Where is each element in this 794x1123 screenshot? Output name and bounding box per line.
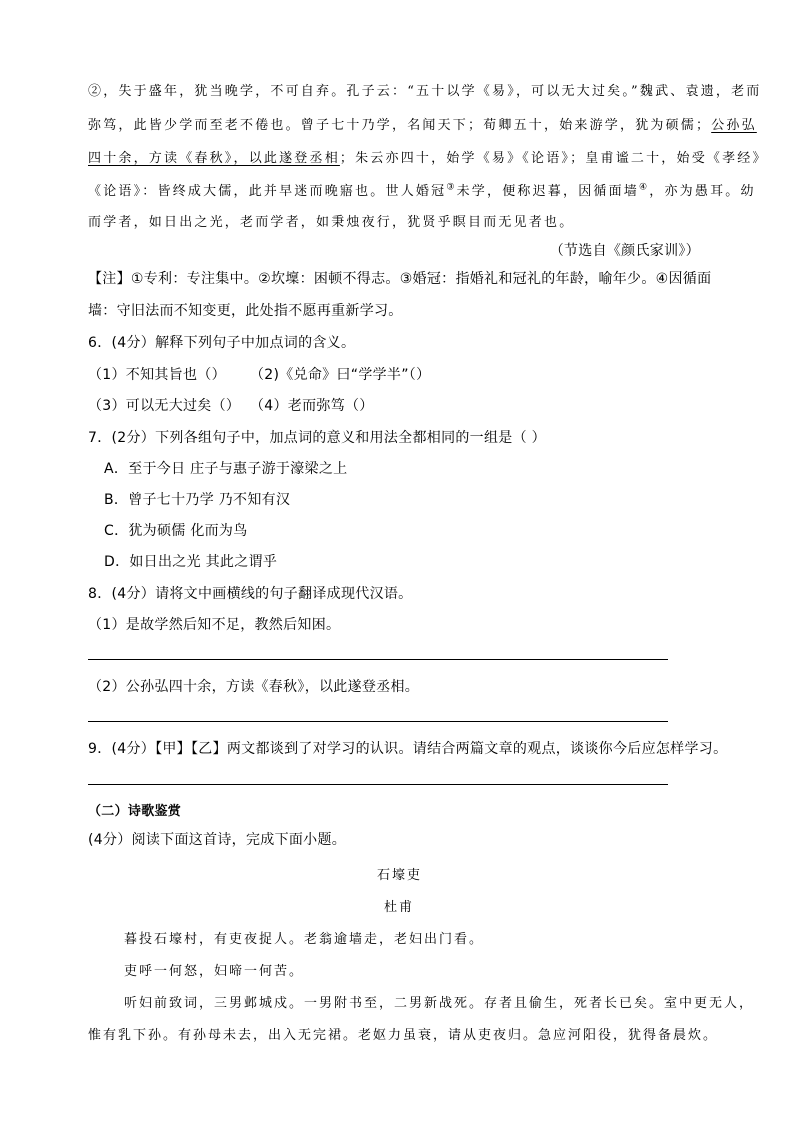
note-line-2: 墙：守旧法而不知变更，此处指不愿再重新学习。 <box>88 303 403 319</box>
option-c[interactable]: C．犹为硕儒 化而为鸟 <box>104 523 248 539</box>
poem-line-2: 吏呼一何怒，妇啼一何苦。 <box>124 964 305 979</box>
passage-line-4 <box>88 180 756 199</box>
passage-line-2-text: 弥笃，此皆少学而至老不倦也。曾子七十乃学，名闻天下；荀卿五十，始来游学，犹为硕儒； <box>88 118 712 133</box>
footnote-marker-4: ④ <box>639 182 650 193</box>
underlined-sentence-part-2: 四十余，方读《春秋》，以此遂登丞相 <box>88 151 340 166</box>
poem-title: 石壕吏 <box>377 868 423 883</box>
answer-line-8-1[interactable] <box>88 659 668 660</box>
passage-line-1: ②，失于盛年，犹当晚学，不可自弃。孔子云：“五十以学《易》，可以无大过矣。”魏武、袁遗，老而 <box>88 84 762 99</box>
passage-source: （节选自《颜氏家训》） <box>549 243 700 259</box>
poetry-intro: (4分）阅读下面这首诗，完成下面小题。 <box>88 832 347 848</box>
poem-author: 杜甫 <box>384 900 415 915</box>
passage-line-4-b: 未学，便称迟暮，因循面墙 <box>456 184 639 199</box>
passage-line-4-a: 《论语》：皆终成大儒，此并早迷而晚寤也。世人婚冠 <box>88 184 447 199</box>
passage-line-4-c: ，亦为愚耳。幼 <box>649 184 756 199</box>
answer-line-9[interactable] <box>88 784 668 785</box>
question-6-stem: 6．(4分）解释下列句子中加点词的含义。 <box>88 335 356 351</box>
question-8-sentence-1: （1）是故学然后知不足，教然后知困。 <box>88 617 341 633</box>
question-6-item-1: （1）不知其旨也（） <box>88 367 226 383</box>
question-6-item-4: （4）老而弥笃（） <box>250 398 374 414</box>
question-6-item-2: （2)《兑命》曰“学学半”（） <box>250 367 431 383</box>
passage-line-5: 而学者，如日出之光，老而学者，如秉烛夜行，犹贤乎瞑目而无见者也。 <box>88 215 575 230</box>
poem-line-1: 暮投石壕村，有吏夜捉人。老翁逾墙走，老妇出门看。 <box>124 932 485 947</box>
question-7-stem: 7．(2分）下列各组句子中，加点词的意义和用法全都相同的一组是（ ） <box>88 430 546 446</box>
poem-line-4: 惟有乳下孙。有孙母未去，出入无完裙。老妪力虽衰，请从吏夜归。急应河阳役，犹得备晨炊。 <box>88 1028 719 1043</box>
footnote-marker-3: ③ <box>446 182 457 193</box>
question-8-sentence-2: （2）公孙弘四十余，方读《春秋》，以此遂登丞相。 <box>88 679 420 695</box>
poetry-section-heading: （二）诗歌鉴赏 <box>88 804 182 819</box>
question-9-stem: 9．(4分）【甲】【乙】两文都谈到了对学习的认识。请结合两篇文章的观点，谈谈你今后应怎样学习。 <box>88 741 728 757</box>
question-6-item-3: （3）可以无大过矣（） <box>88 398 241 414</box>
passage-line-3-text: ；朱云亦四十，始学《易》《论语》；皇甫谧二十，始受《孝经》 <box>339 151 768 166</box>
option-a[interactable]: A．至于今日 庄子与惠子游于濠梁之上 <box>104 461 348 477</box>
underlined-sentence-part-1: 公孙弘 <box>711 118 757 133</box>
question-8-stem: 8．(4分）请将文中画横线的句子翻译成现代汉语。 <box>88 586 413 602</box>
passage-line-2 <box>88 114 757 133</box>
option-d[interactable]: D．如日出之光 其此之谓乎 <box>104 554 278 570</box>
note-line-1: 【注】①专利：专注集中。②坎壈：困顿不得志。③婚冠：指婚礼和冠礼的年龄，喻年少。④因循面 <box>88 271 712 287</box>
answer-line-8-2[interactable] <box>88 721 668 722</box>
passage-line-3 <box>88 147 768 166</box>
poem-line-3: 听妇前致词，三男邺城戍。一男附书至，二男新战死。存者且偷生，死者长已矣。室中更无人， <box>124 996 755 1011</box>
option-b[interactable]: B．曾子七十乃学 乃不知有汉 <box>104 492 291 508</box>
